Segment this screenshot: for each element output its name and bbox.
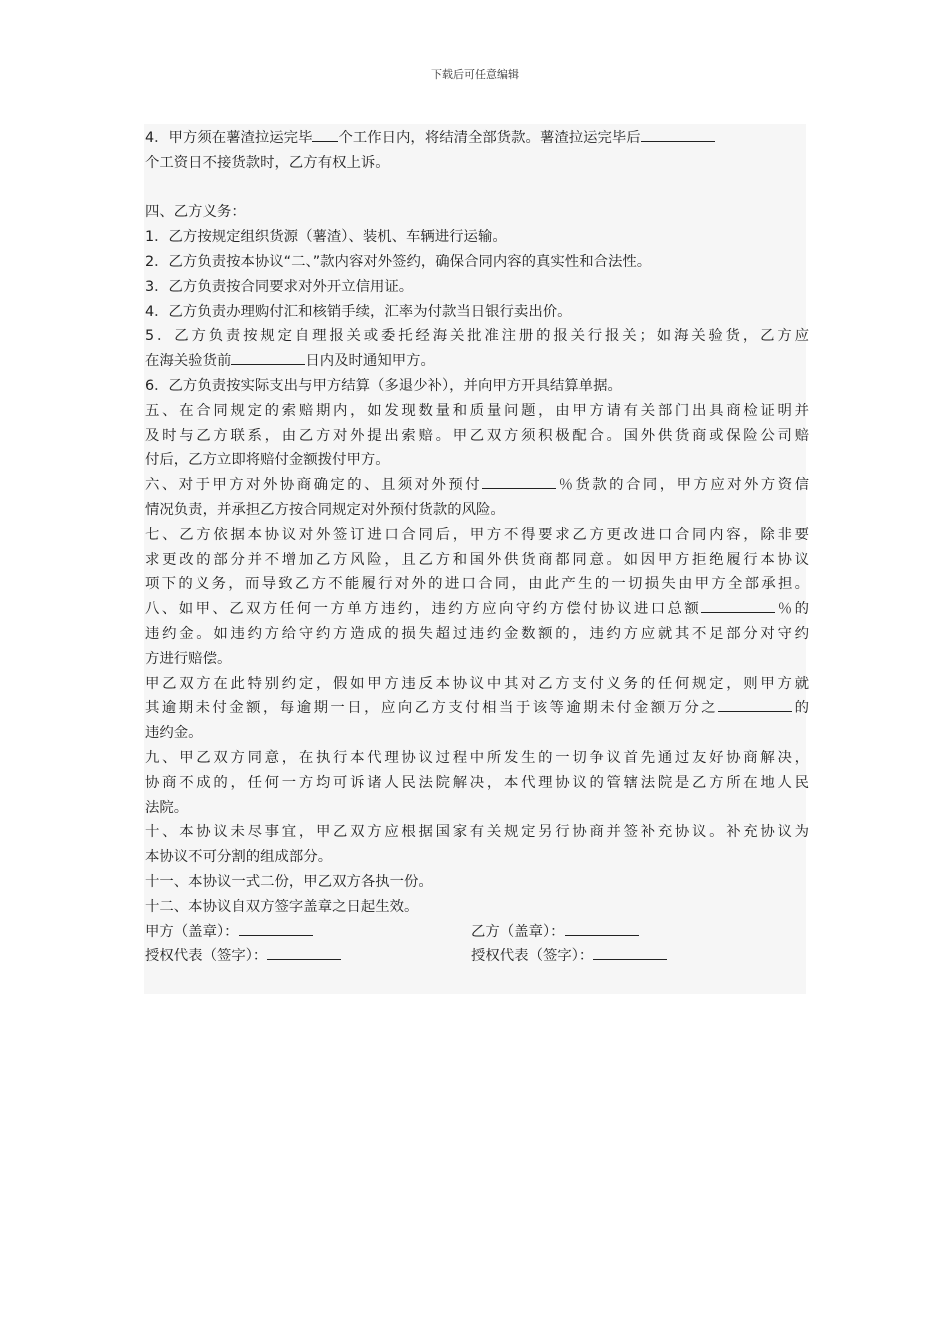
section-7-line-2: 求更改的部分并不增加乙方风险，且乙方和国外供货商都同意。如因甲方拒绝履行本协议	[145, 551, 809, 568]
clause-4-1: 1．乙方按规定组织货源（薯渣）、装机、车辆进行运输。	[145, 229, 507, 246]
blank-line	[312, 126, 338, 142]
section-10-line-1: 十、本协议未尽事宜，甲乙双方应根据国家有关规定另行协商并签补充协议。补充协议为	[145, 824, 809, 841]
section-5-line-3: 付后，乙方立即将赔付金额拨付甲方。	[145, 452, 390, 469]
party-a-seal-label: 甲方（盖章）：	[145, 923, 239, 940]
section-5-line-2: 及时与乙方联系，由乙方对外提出索赔。甲乙双方须积极配合。国外供货商或保险公司赔	[145, 427, 809, 444]
clause-4-3: 3．乙方负责按合同要求对外开立信用证。	[145, 278, 414, 295]
clause-3-4-line-1: 4．甲方须在薯渣拉运完毕 个工作日内，将结清全部货款。薯渣拉运完毕后	[145, 126, 809, 151]
section-7-line-1: 七、乙方依据本协议对外签订进口合同后，甲方不得要求乙方更改进口合同内容，除非要	[145, 526, 809, 543]
blank-line	[231, 349, 305, 365]
signature-row-representative	[145, 944, 809, 969]
clause-3-4-line-2: 个工资日不接货款时，乙方有权上诉。	[145, 154, 390, 171]
section-11: 十一、本协议一式二份，甲乙双方各执一份。	[145, 873, 433, 890]
party-b-seal	[471, 920, 639, 945]
special-agreement-line-3: 违约金。	[145, 725, 203, 742]
section-9-line-1: 九、甲乙双方同意，在执行本代理协议过程中所发生的一切争议首先通过友好协商解决，	[145, 749, 809, 766]
signature-row-seal	[145, 920, 809, 945]
blank-line	[641, 126, 715, 142]
party-a-rep-blank	[267, 944, 341, 960]
party-b-seal-blank	[565, 920, 639, 936]
special-agreement-line-1: 甲乙双方在此特别约定，假如甲方违反本协议中其对乙方支付义务的任何规定，则甲方就	[145, 675, 809, 692]
section-6-line-2: 情况负责，并承担乙方按合同规定对外预付货款的风险。	[145, 501, 505, 518]
party-a-rep-label: 授权代表（签字）：	[145, 948, 268, 965]
party-a-seal-blank	[239, 920, 313, 936]
clause-4-4: 4．乙方负责办理购付汇和核销手续，汇率为付款当日银行卖出价。	[145, 303, 572, 320]
party-b-rep-label: 授权代表（签字）：	[471, 948, 594, 965]
clause-4-5-line-2: 在海关验货前 日内及时通知甲方。	[145, 349, 809, 374]
page-header: 下载后可任意编辑	[431, 68, 519, 81]
party-b-rep	[471, 944, 667, 969]
special-agreement-line-2: 其逾期未付金额，每逾期一日，应向乙方支付相当于该等逾期未付金额万分之 的	[145, 696, 809, 721]
party-b-seal-label: 乙方（盖章）：	[471, 923, 565, 940]
section-9-line-2: 协商不成的，任何一方均可诉诸人民法院解决，本代理协议的管辖法院是乙方所在地人民	[145, 774, 809, 791]
empty-line	[145, 176, 809, 201]
section-4-heading: 四、乙方义务：	[145, 204, 246, 221]
blank-line	[482, 473, 556, 489]
blank-line	[701, 597, 775, 613]
section-9-line-3: 法院。	[145, 799, 189, 816]
clause-4-5-line-1: 5．乙方负责按规定自理报关或委托经海关批准注册的报关行报关；如海关验货，乙方应	[145, 328, 809, 345]
section-12: 十二、本协议自双方签字盖章之日起生效。	[145, 898, 419, 915]
section-10-line-2: 本协议不可分割的组成部分。	[145, 849, 333, 866]
section-5-line-1: 五、在合同规定的索赔期内，如发现数量和质量问题，由甲方请有关部门出具商检证明并	[145, 402, 809, 419]
blank-line	[718, 696, 792, 712]
section-6-line-1: 六、对于甲方对外协商确定的、且须对外预付 ％货款的合同，甲方应对外方资信	[145, 473, 809, 498]
section-7-line-3: 项下的义务，而导致乙方不能履行对外的进口合同，由此产生的一切损失由甲方全部承担。	[145, 576, 809, 593]
clause-4-2: 2．乙方负责按本协议“二、”款内容对外签约，确保合同内容的真实性和合法性。	[145, 253, 652, 270]
contract-text	[145, 126, 809, 969]
section-8-line-3: 方进行赔偿。	[145, 650, 232, 667]
party-b-rep-blank	[593, 944, 667, 960]
clause-4-6: 6．乙方负责按实际支出与甲方结算（多退少补），并向甲方开具结算单据。	[145, 377, 622, 394]
section-8-line-1: 八、如甲、乙双方任何一方单方违约，违约方应向守约方偿付协议进口总额 ％的	[145, 597, 809, 622]
section-8-line-2: 违约金。如违约方给守约方造成的损失超过违约金数额的，违约方应就其不足部分对守约	[145, 625, 809, 642]
